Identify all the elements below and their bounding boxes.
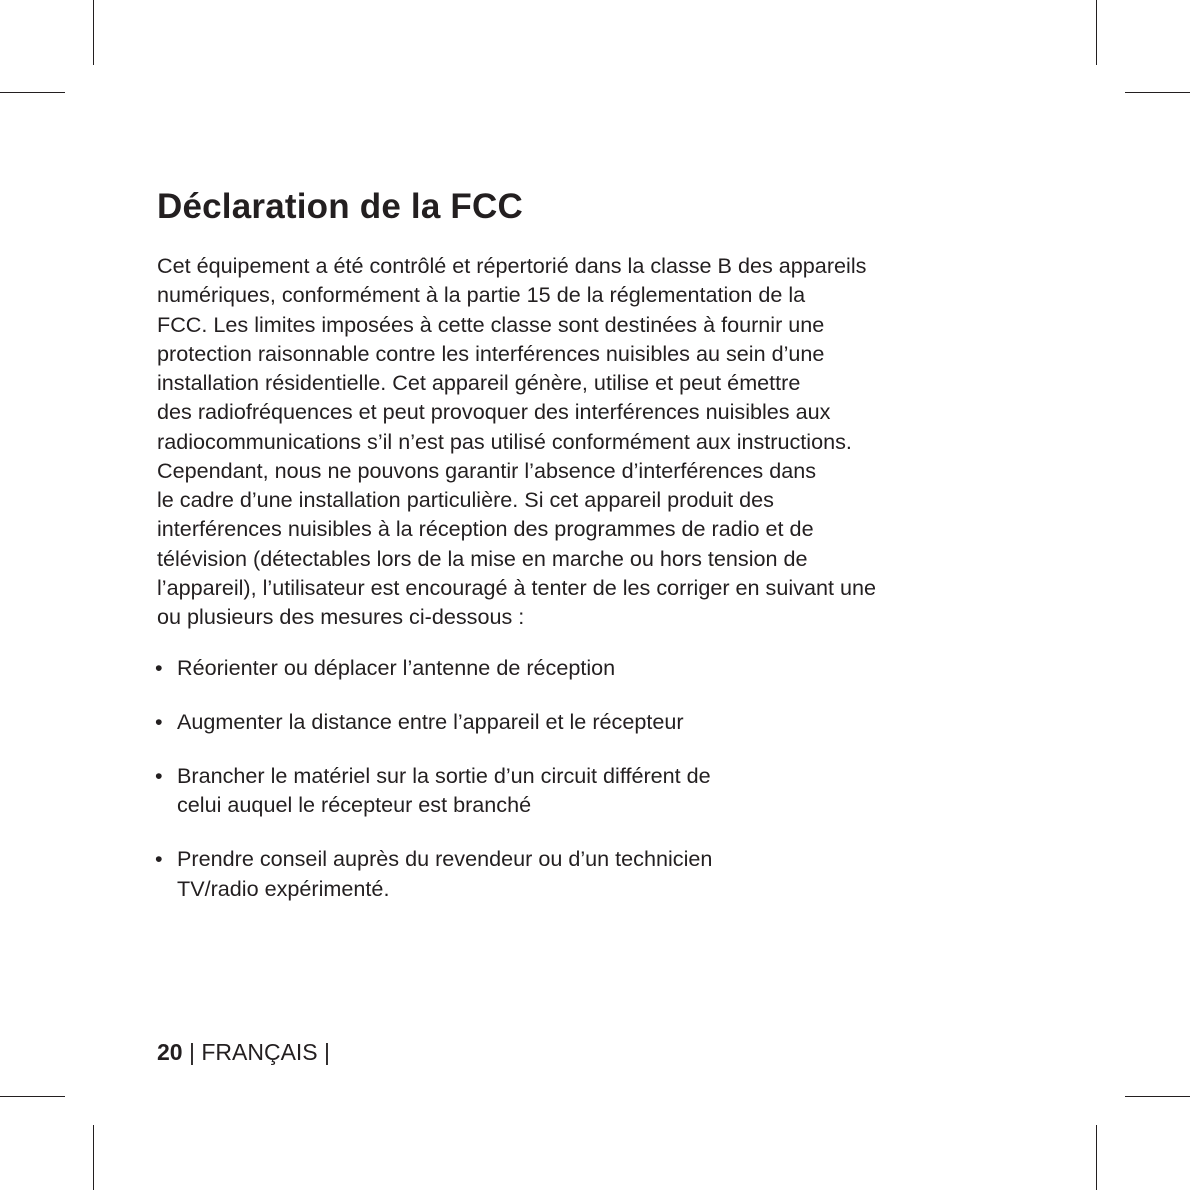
paragraph-line: Cet équipement a été contrôlé et répertorié dans la classe B des appareils (157, 253, 867, 278)
page-number: 20 (157, 1039, 183, 1065)
bullet-icon: • (155, 763, 163, 788)
paragraph-line: interférences nuisibles à la réception des programmes de radio et de (157, 516, 814, 542)
list-item-text: Augmenter la distance entre l’appareil et le récepteur (177, 709, 684, 734)
paragraph-line: l’appareil), l’utilisateur est encouragé à tenter de les corriger en suivant une (157, 574, 876, 600)
crop-mark-top-left-vertical (93, 0, 94, 65)
list-item-text: Brancher le matériel sur la sortie d’un circuit différent de (177, 763, 711, 788)
paragraph-line: FCC. Les limites imposées à cette classe sont destinées à fournir une (157, 311, 825, 337)
list-item (155, 707, 1015, 736)
paragraph-line: le cadre d’une installation particulière. Si cet appareil produit des (157, 487, 774, 512)
crop-mark-bottom-right-vertical (1096, 1125, 1097, 1190)
list-item (155, 844, 1015, 903)
bullet-icon: • (155, 846, 163, 872)
fcc-statement-paragraph (157, 251, 1017, 631)
crop-mark-top-left-horizontal (0, 92, 65, 93)
paragraph-line: télévision (détectables lors de la mise en marche ou hors tension de (157, 545, 808, 571)
paragraph-line: Cependant, nous ne pouvons garantir l’absence d’interférences dans (157, 457, 817, 483)
list-item (155, 653, 1015, 682)
measures-list (155, 653, 1015, 928)
list-item-text: Prendre conseil auprès du revendeur ou d’un technicien (177, 846, 713, 872)
footer-separator: | (182, 1039, 202, 1065)
crop-mark-bottom-left-vertical (93, 1125, 94, 1190)
paragraph-line: installation résidentielle. Cet appareil génère, utilise et peut émettre (157, 370, 801, 395)
list-item-text: Réorienter ou déplacer l’antenne de réception (177, 655, 616, 680)
list-item-text: celui auquel le récepteur est branché (177, 792, 532, 818)
crop-mark-bottom-left-horizontal (0, 1096, 65, 1097)
crop-mark-top-right-vertical (1096, 0, 1097, 65)
bullet-icon: • (155, 709, 163, 734)
page-title: Déclaration de la FCC (157, 187, 523, 226)
crop-mark-bottom-right-horizontal (1125, 1096, 1190, 1097)
crop-mark-top-right-horizontal (1125, 92, 1190, 93)
footer-section-label: FRANÇAIS (201, 1039, 318, 1065)
paragraph-line: numériques, conformément à la partie 15 de la réglementation de la (157, 282, 806, 308)
bullet-icon: • (155, 655, 163, 680)
paragraph-line: protection raisonnable contre les interférences nuisibles au sein d’une (157, 340, 825, 366)
paragraph-line: radiocommunications s’il n’est pas utilisé conformément aux instructions. (157, 428, 852, 454)
page-footer (157, 1036, 330, 1068)
list-item-text: TV/radio expérimenté. (177, 875, 390, 901)
paragraph-line: ou plusieurs des mesures ci-dessous : (157, 604, 525, 629)
footer-separator: | (317, 1039, 331, 1065)
list-item (155, 761, 1015, 820)
paragraph-line: des radiofréquences et peut provoquer des interférences nuisibles aux (157, 399, 831, 425)
